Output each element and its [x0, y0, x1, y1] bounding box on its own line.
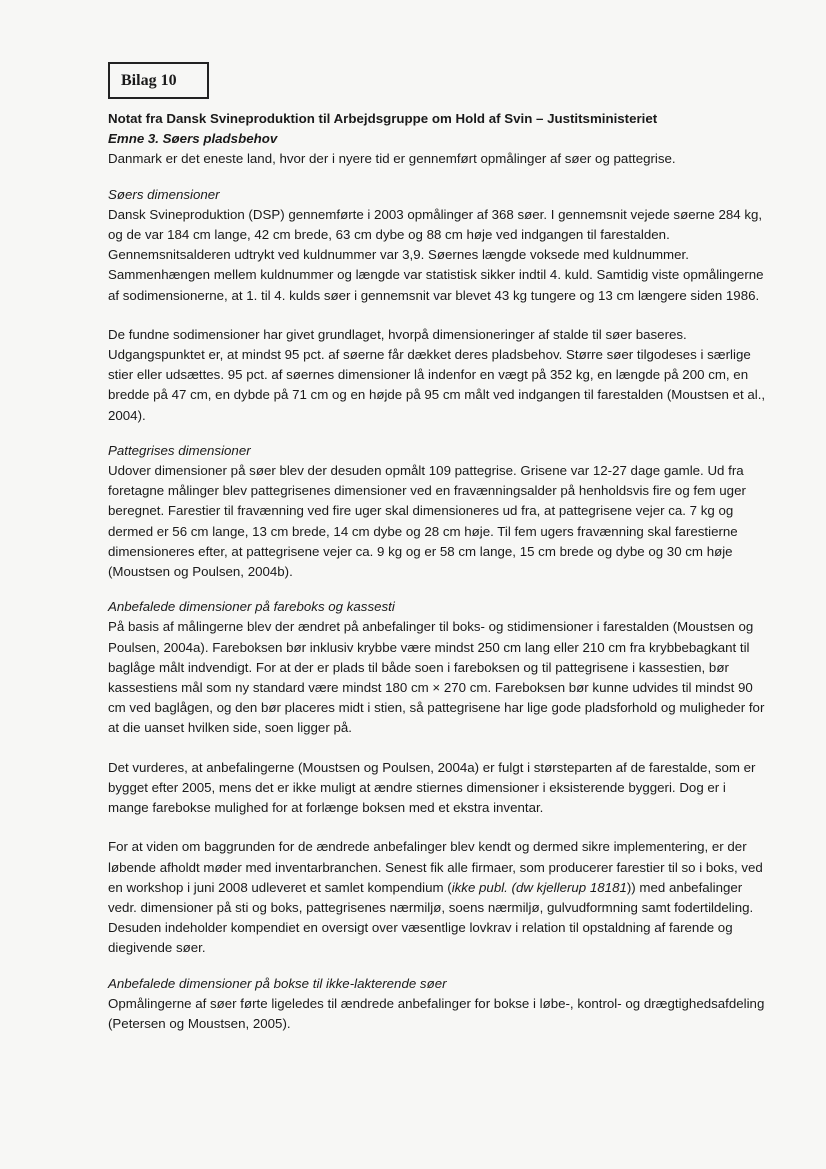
document-body	[108, 109, 770, 1034]
section-pattegrise-dimensioner	[108, 441, 770, 582]
paragraph: Udover dimensioner på søer blev der desuden opmålt 109 pattegrise. Grisene var 12-27 dage gamle. Ud fra foretagne målinger blev pattegrisenes dimensioner ved en fravænningsalder på henholdsvis fire og fem uger beregnet. Farestier til fravænning ved fire uger skal dimensioneres ud fra, at pattegrisene vejer ca. 7 kg og dermed er 56 cm lange, 13 cm brede, 14 cm dybe og 28 cm høje. Til fem ugers fravænning skal farestierne dimensioneres efter, at pattegrisene vejer ca. 9 kg og er 58 cm lange, 15 cm brede og dybe og 30 cm høje (Moustsen og Poulsen, 2004b).	[108, 463, 746, 580]
section-soer-dimensioner	[108, 185, 770, 426]
reference-italic: ikke publ. (dw kjellerup 18181	[451, 879, 627, 895]
section-heading: Anbefalede dimensioner på bokse til ikke-lakterende søer	[108, 975, 447, 991]
section-heading: Pattegrises dimensioner	[108, 442, 251, 458]
paragraph: Det vurderes, at anbefalingerne (Moustsen og Poulsen, 2004a) er fulgt i størsteparten af de farestalde, som er bygget efter 2005, mens det er ikke muligt at ændre stiernes dimensioner i eksisterende byggeri. Dog er i mange farebokse mulighed for at forlænge boksen med et ekstra inventar.	[108, 759, 756, 816]
document-subtitle: Emne 3. Søers pladsbehov	[108, 131, 278, 147]
section-ikke-lakterende	[108, 974, 770, 1035]
section-heading: Anbefalede dimensioner på fareboks og kassesti	[108, 599, 395, 615]
section-heading: Søers dimensioner	[108, 186, 220, 202]
section-fareboks-kassesti	[108, 597, 770, 958]
paragraph-text: For at viden om baggrunden for de ændrede anbefalinger blev kendt og dermed sikre implementering, er der løbende afholdt møder med inventarbranchen. Senest fik alle firmaer, som producerer farestier til so i boks, ved en workshop i juni 2008 udleveret et samlet kompendium (	[108, 839, 763, 895]
appendix-label: Bilag 10	[121, 71, 177, 89]
paragraph-text: )) med anbefalinger vedr. dimensioner på sti og boks, pattegrisenes nærmiljø, soens nærmiljø, gulvudformning samt fodertildeling. Desuden indeholder kompendiet en oversigt over væsentlige lovkrav i relation til opstaldning af farende og diegivende søer.	[108, 879, 754, 956]
intro-paragraph: Danmark er det eneste land, hvor der i nyere tid er gennemført opmålinger af søer og pattegrise.	[108, 151, 676, 167]
paragraph: Opmålingerne af søer førte ligeledes til ændrede anbefalinger for bokse i løbe-, kontrol- og drægtighedsafdeling (Petersen og Moustsen, 2005).	[108, 995, 765, 1031]
document-title: Notat fra Dansk Svineproduktion til Arbejdsgruppe om Hold af Svin – Justitsministeriet	[108, 111, 658, 126]
appendix-label-box	[108, 62, 209, 99]
paragraph: Dansk Svineproduktion (DSP) gennemførte i 2003 opmålinger af 368 søer. I gennemsnit vejede søerne 284 kg, og de var 184 cm lange, 42 cm brede, 63 cm dybe og 88 cm høje ved indgangen til farestalden. Gennemsnitsalderen udtrykt ved kuldnummer var 3,9. Søernes længde voksede med kuldnummer. Sammenhængen mellem kuldnummer og længde var statistisk sikker indtil 4. kuld. Samtidig viste opmålingerne af sodimensionerne, at 1. til 4. kulds søer i gennemsnit var blevet 43 kg tungere og 13 cm længere siden 1986.	[108, 206, 764, 303]
paragraph: De fundne sodimensioner har givet grundlaget, hvorpå dimensioneringer af stalde til søer baseres. Udgangspunktet er, at mindst 95 pct. af søerne får dækket deres pladsbehov. Større søer tilgodeses i særlige stier eller udsættes. 95 pct. af søernes dimensioner lå indenfor en vægt på 352 kg, en længde på 200 cm, en bredde på 47 cm, en dybde på 71 cm og en højde på 95 cm målt ved indgangen til farestalden (Moustsen et al., 2004).	[108, 326, 766, 423]
paragraph: På basis af målingerne blev der ændret på anbefalinger til boks- og stidimensioner i farestalden (Moustsen og Poulsen, 2004a). Fareboksen bør inklusiv krybbe være mindst 250 cm lang eller 210 cm fra krybbebagkant til baglåge målt indvendigt. For at der er plads til både soen i fareboksen og til pattegrisene i kassestien, bør kassestiens mål som ny standard være mindst 180 cm × 270 cm. Fareboksen bør kunne udvides til mindst 90 cm ved baglågen, og den bør placeres midt i stien, så pattegrisene har lige gode pladsforhold og muligheder for at die uanset hvilken side, soen ligger på.	[108, 619, 765, 736]
paragraph	[108, 837, 770, 958]
